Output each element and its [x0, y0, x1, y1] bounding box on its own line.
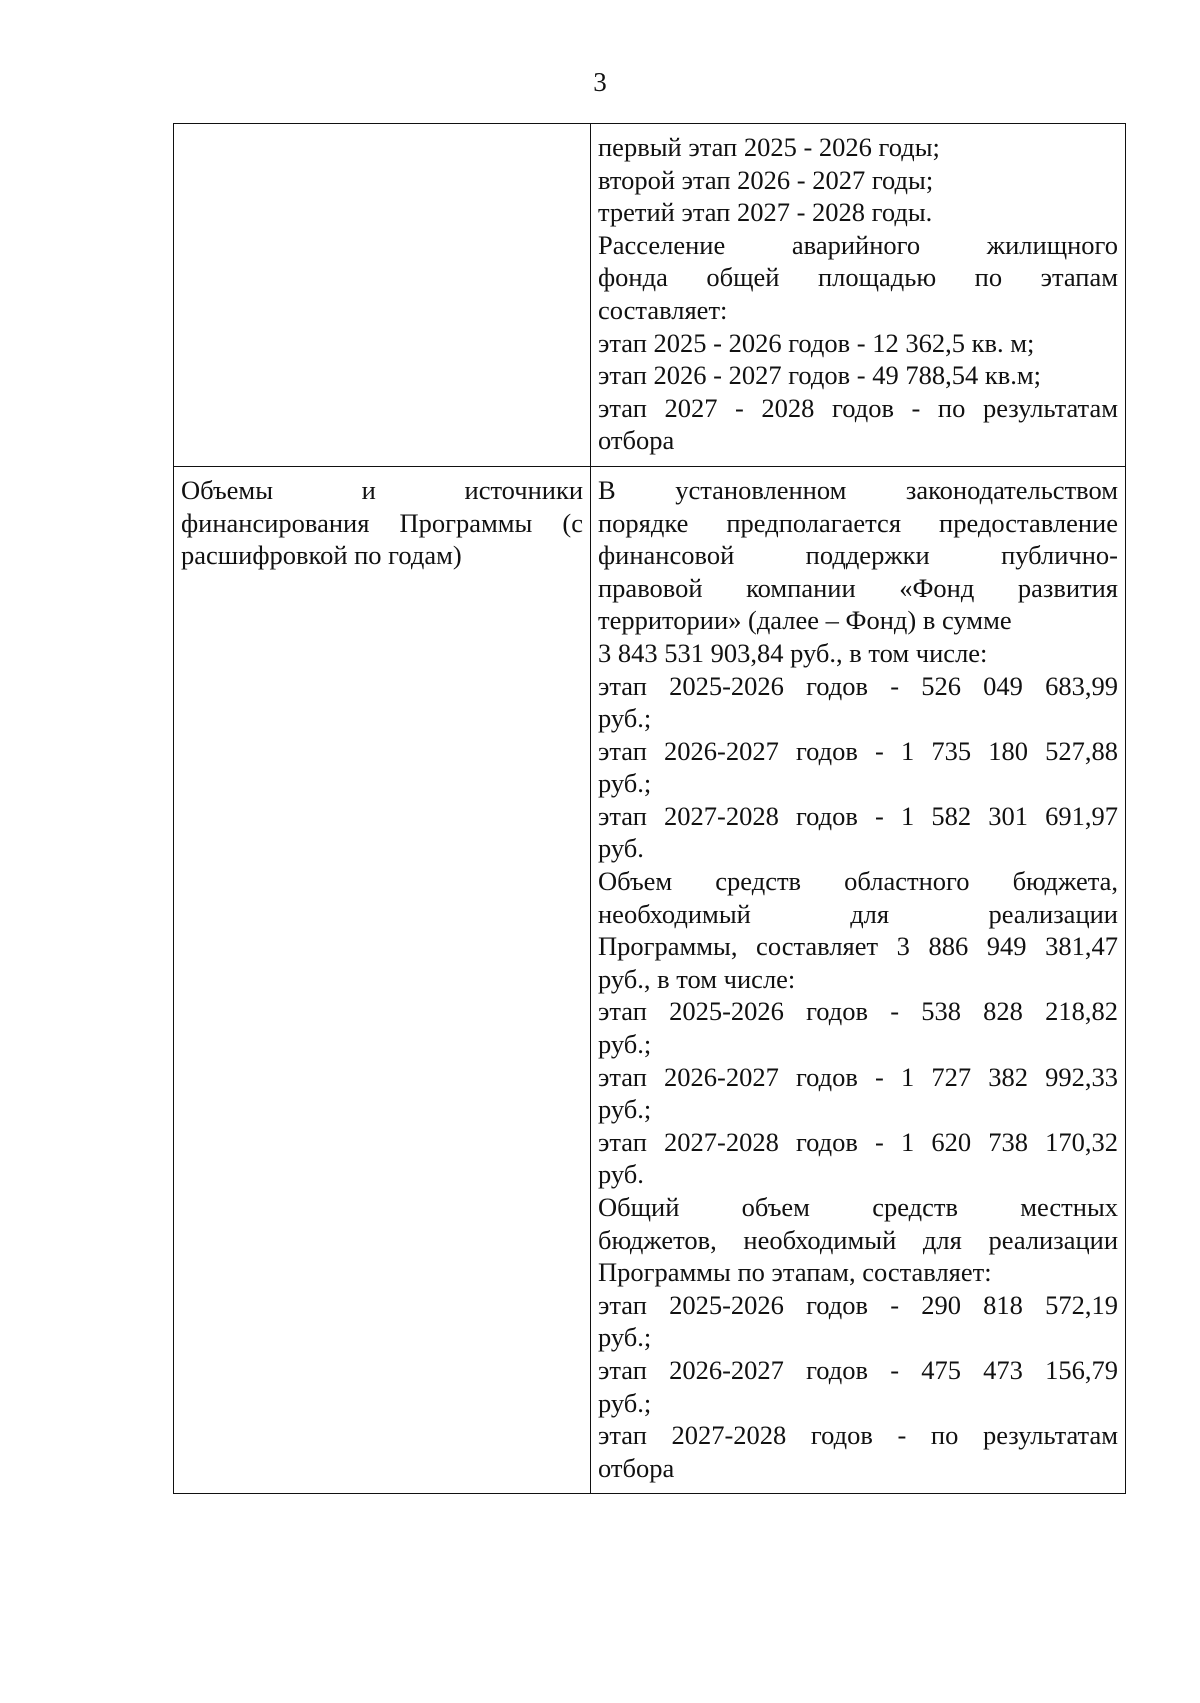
table-row — [174, 466, 1126, 1493]
row-content-line: этап 2025-2026 годов - 290 818 572,19 — [598, 1289, 1118, 1320]
row-content-line: бюджетов, необходимый для реализации — [598, 1224, 1118, 1255]
row-content-line: отбора — [598, 1452, 675, 1483]
row-content-line: третий этап 2027 - 2028 годы. — [598, 197, 933, 228]
row-content-line: руб.; — [598, 1029, 652, 1060]
row-content-line: финансовой поддержки публично- — [598, 540, 1118, 571]
row-content-line: порядке предполагается предоставление — [598, 507, 1118, 538]
row-content-line: 3 843 531 903,84 руб., в том числе: — [598, 637, 988, 668]
row-content-line: Объем средств областного бюджета, — [598, 866, 1118, 897]
row-content-line: отбора — [598, 425, 675, 456]
page-number: 3 — [593, 67, 607, 97]
row-content-line: первый этап 2025 - 2026 годы; — [598, 132, 940, 162]
row-content-line: этап 2027-2028 годов - по результатам — [598, 1420, 1118, 1451]
row-content-line: руб.; — [598, 768, 652, 799]
row-content-line: этап 2027 - 2028 годов - по результатам — [598, 392, 1118, 423]
row-label-cell — [174, 466, 591, 1493]
row-content-line: этап 2026-2027 годов - 1 727 382 992,33 — [598, 1061, 1118, 1092]
row-content-line: Расселение аварийного жилищного — [598, 229, 1118, 260]
row-content-line: этап 2025-2026 годов - 526 049 683,99 — [598, 670, 1118, 701]
row-content-line: Программы по этапам, составляет: — [598, 1257, 992, 1288]
row-content-line: правовой компании «Фонд развития — [598, 572, 1118, 603]
row-content-line: территории» (далее – Фонд) в сумме — [598, 605, 1012, 636]
row-content-line: руб.; — [598, 1387, 652, 1418]
row-content-line: составляет: — [598, 294, 728, 325]
row-content-line: Программы, составляет 3 886 949 381,47 — [598, 931, 1118, 962]
row-content-line: необходимый для реализации — [598, 898, 1118, 929]
row-content-line: этап 2026-2027 годов - 475 473 156,79 — [598, 1354, 1118, 1385]
row-content-line: этап 2027-2028 годов - 1 620 738 170,32 — [598, 1126, 1118, 1157]
row-content-line: В установленном законодательством — [598, 474, 1118, 505]
row-content-line: этап 2027-2028 годов - 1 582 301 691,97 — [598, 800, 1118, 831]
row-content-line: руб.; — [598, 1094, 652, 1125]
row-content-cell — [591, 466, 1126, 1493]
passport-table — [173, 123, 1126, 1494]
row-label-cell — [174, 124, 591, 467]
row-content-line: этап 2026 - 2027 годов - 49 788,54 кв.м; — [598, 360, 1041, 391]
row-label-line: расшифровкой по годам) — [181, 540, 462, 571]
row-content-line: второй этап 2026 - 2027 годы; — [598, 164, 934, 195]
row-content-cell — [591, 124, 1126, 467]
row-content-line: руб. — [598, 833, 644, 864]
row-content-line: Общий объем средств местных — [598, 1192, 1118, 1222]
row-label-line: финансирования Программы (с — [181, 507, 583, 538]
row-content-line: этап 2025 - 2026 годов - 12 362,5 кв. м; — [598, 327, 1035, 358]
row-label-line: Объемы и источники — [181, 474, 583, 505]
row-content-line: этап 2025-2026 годов - 538 828 218,82 — [598, 996, 1118, 1027]
table-row — [174, 124, 1126, 467]
row-content-line: руб.; — [598, 703, 652, 734]
row-content-line: руб., в том числе: — [598, 963, 796, 994]
row-content-line: этап 2026-2027 годов - 1 735 180 527,88 — [598, 735, 1118, 766]
row-content-line: руб.; — [598, 1322, 652, 1353]
row-content-line: фонда общей площадью по этапам — [598, 262, 1118, 293]
row-content-line: руб. — [598, 1159, 644, 1190]
